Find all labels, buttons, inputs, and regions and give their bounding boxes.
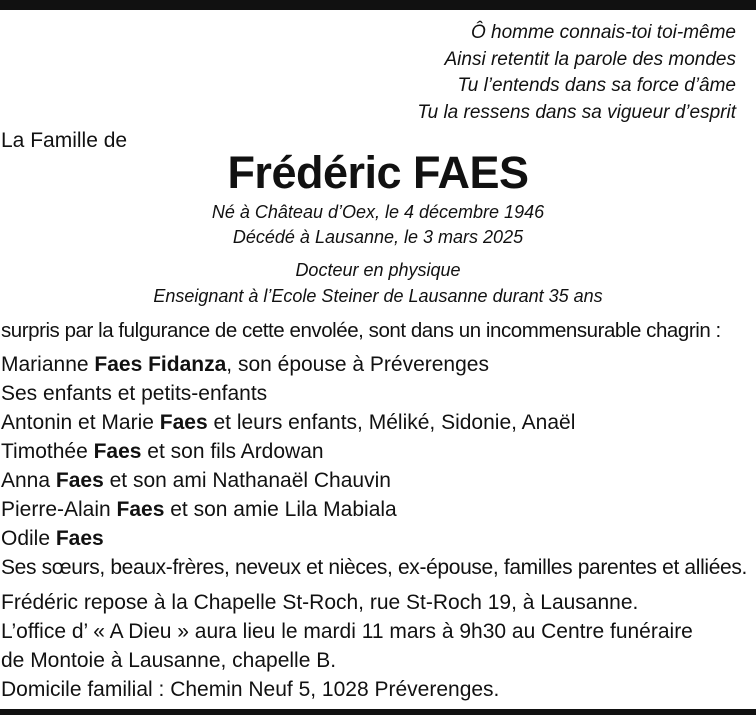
intro-sentence: surpris par la fulgurance de cette envolée, sont dans un incommensurable chagrin : xyxy=(1,319,721,342)
details-line: Frédéric repose à la Chapelle St-Roch, rue St-Roch 19, à Lausanne. xyxy=(1,591,639,614)
family-member: Marianne Faes Fidanza, son épouse à Préverenges xyxy=(1,353,489,376)
bottom-rule xyxy=(0,709,756,715)
family-members-list xyxy=(1,350,747,582)
family-member: Anna Faes et son ami Nathanaël Chauvin xyxy=(1,469,391,492)
deceased-name: Frédéric FAES xyxy=(227,147,529,198)
poem-line: Tu l’entends dans sa force d’âme xyxy=(457,75,736,96)
poem-line: Tu la ressens dans sa vigueur d’esprit xyxy=(417,101,736,123)
life-dates xyxy=(0,200,756,250)
professional-titles xyxy=(0,258,756,309)
details-line: Domicile familial : Chemin Neuf 5, 1028 Préverenges. xyxy=(1,678,500,701)
birth-line: Né à Château d’Oex, le 4 décembre 1946 xyxy=(211,202,545,222)
family-member: Ses sœurs, beaux-frères, neveux et nièces, ex-épouse, familles parentes et alliées. xyxy=(1,556,747,579)
occupation-line: Enseignant à l’Ecole Steiner de Lausanne durant 35 ans xyxy=(153,285,603,306)
family-member: Pierre-Alain Faes et son amie Lila Mabiala xyxy=(1,498,397,521)
family-member: Antonin et Marie Faes et leurs enfants, Méliké, Sidonie, Anaël xyxy=(1,411,576,434)
poem-line: Ainsi retentit la parole des mondes xyxy=(444,48,736,70)
family-member: Ses enfants et petits-enfants xyxy=(1,382,268,405)
family-of-label: La Famille de xyxy=(1,129,128,152)
title-line: Docteur en physique xyxy=(295,260,461,280)
family-member: Odile Faes xyxy=(1,527,104,550)
epigraph-poem xyxy=(417,20,736,126)
details-line: de Montoie à Lausanne, chapelle B. xyxy=(1,649,337,672)
funeral-details xyxy=(1,588,693,704)
poem-line: Ô homme connais-toi toi-même xyxy=(470,22,736,43)
top-rule xyxy=(0,0,756,10)
family-member: Timothée Faes et son fils Ardowan xyxy=(1,440,324,463)
details-line: L’office d’ « A Dieu » aura lieu le mardi 11 mars à 9h30 au Centre funéraire xyxy=(1,620,693,643)
death-line: Décédé à Lausanne, le 3 mars 2025 xyxy=(232,227,524,247)
